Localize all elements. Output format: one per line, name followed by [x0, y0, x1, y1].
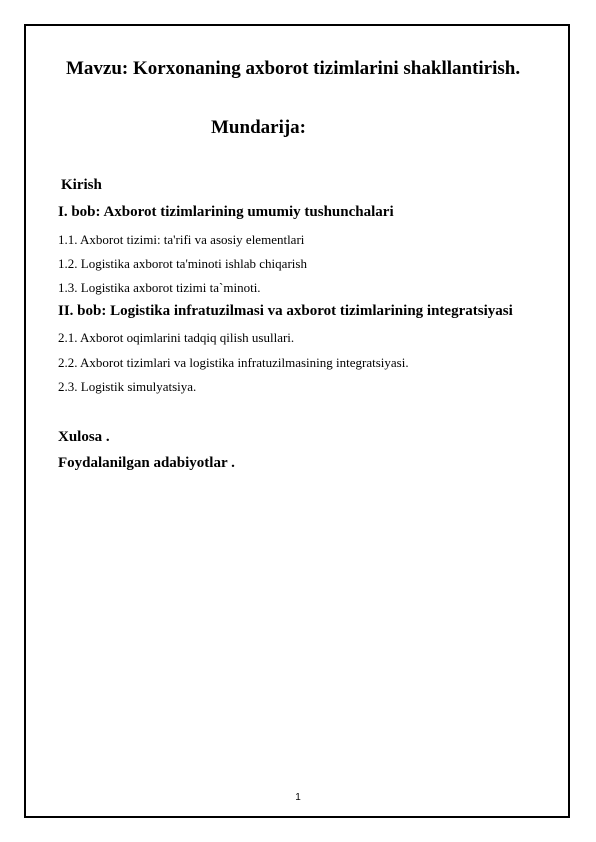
- toc-chapter-1-title: I. bob: Axborot tizimlarining umumiy tushunchalari: [58, 204, 394, 220]
- toc-section-1-1: 1.1. Axborot tizimi: ta'rifi va asosiy elementlari: [58, 232, 305, 247]
- toc-chapter-2-title: II. bob: Logistika infratuzilmasi va axborot tizimlarining integratsiyasi: [58, 303, 513, 319]
- toc-section-1-3: 1.3. Logistika axborot tizimi ta`minoti.: [58, 280, 261, 295]
- toc-intro: Kirish: [61, 177, 102, 193]
- toc-section-2-1: 2.1. Axborot oqimlarini tadqiq qilish usullari.: [58, 330, 295, 345]
- toc-section-2-3: 2.3. Logistik simulyatsiya.: [58, 379, 197, 394]
- document-title: Mavzu: Korxonaning axborot tizimlarini shakllantirish.: [66, 58, 521, 79]
- page-number: 1: [295, 792, 301, 803]
- page-border: [24, 24, 570, 818]
- toc-section-2-2: 2.2. Axborot tizimlari va logistika infratuzilmasining integratsiyasi.: [58, 355, 409, 370]
- toc-references: Foydalanilgan adabiyotlar .: [58, 455, 235, 471]
- toc-conclusion: Xulosa .: [58, 429, 110, 445]
- toc-section-1-2: 1.2. Logistika axborot ta'minoti ishlab chiqarish: [58, 256, 307, 271]
- toc-heading: Mundarija:: [211, 117, 306, 138]
